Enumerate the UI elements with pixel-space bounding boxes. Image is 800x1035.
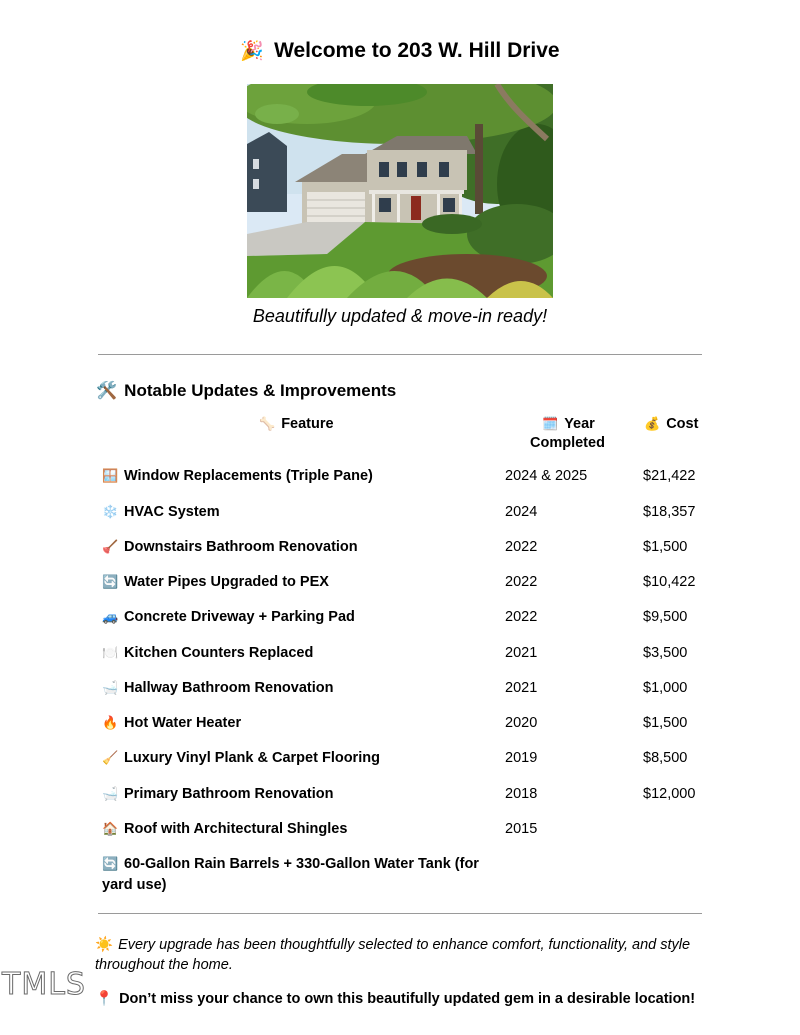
feature-label: Window Replacements (Triple Pane) bbox=[124, 468, 373, 484]
column-header-feature-label: Feature bbox=[281, 416, 334, 432]
snowflake-icon: ❄️ bbox=[102, 505, 119, 520]
divider bbox=[98, 913, 702, 914]
feature-cell bbox=[102, 502, 492, 523]
column-header-year-label-1: Year bbox=[564, 416, 595, 432]
year-cell: 2019 bbox=[505, 750, 538, 766]
table-row bbox=[0, 854, 800, 898]
cost-cell: $10,422 bbox=[643, 574, 696, 590]
updates-heading-text: Notable Updates & Improvements bbox=[124, 381, 397, 400]
bathtub-icon: 🛁 bbox=[102, 787, 119, 802]
pipes-icon: 🔄 bbox=[102, 575, 119, 590]
house-icon: 🏠 bbox=[102, 822, 119, 837]
feature-label: HVAC System bbox=[124, 504, 220, 520]
table-row bbox=[0, 643, 800, 673]
year-cell: 2018 bbox=[505, 786, 538, 802]
feature-cell bbox=[102, 748, 492, 769]
cost-cell: $18,357 bbox=[643, 504, 696, 520]
tools-icon: 🛠️ bbox=[96, 381, 118, 401]
feature-label: Luxury Vinyl Plank & Carpet Flooring bbox=[124, 750, 380, 766]
window-icon: 🪟 bbox=[102, 469, 119, 484]
feature-label: Primary Bathroom Renovation bbox=[124, 786, 334, 802]
page-title-text: Welcome to 203 W. Hill Drive bbox=[274, 39, 560, 62]
feature-label: Roof with Architectural Shingles bbox=[124, 821, 348, 837]
money-bag-icon: 💰 bbox=[644, 417, 661, 432]
sun-icon: ☀️ bbox=[95, 937, 114, 953]
footer-note-text: Every upgrade has been thoughtfully selected to enhance comfort, functionality, and style throughout the home. bbox=[95, 937, 691, 973]
cleaning-icon: 🪠 bbox=[102, 540, 119, 555]
feature-label: Concrete Driveway + Parking Pad bbox=[124, 609, 355, 625]
table-row bbox=[0, 784, 800, 814]
table-row bbox=[0, 502, 800, 532]
party-popper-icon: 🎉 bbox=[240, 40, 265, 62]
feature-cell bbox=[102, 643, 492, 664]
footer-note bbox=[95, 935, 715, 975]
year-cell: 2024 & 2025 bbox=[505, 468, 588, 484]
car-icon: 🚙 bbox=[102, 610, 119, 625]
feature-label: 60-Gallon Rain Barrels + 330-Gallon Water Tank (for yard use) bbox=[102, 856, 479, 893]
cost-cell: $3,500 bbox=[643, 645, 688, 661]
table-row bbox=[0, 713, 800, 743]
year-cell: 2015 bbox=[505, 821, 538, 837]
table-row bbox=[0, 466, 800, 496]
feature-label: Downstairs Bathroom Renovation bbox=[124, 539, 358, 555]
cost-cell: $21,422 bbox=[643, 468, 696, 484]
tagline: Beautifully updated & move-in ready! bbox=[252, 306, 548, 326]
feature-label: Kitchen Counters Replaced bbox=[124, 645, 314, 661]
pin-icon: 📍 bbox=[95, 991, 114, 1007]
cost-cell: $1,500 bbox=[643, 715, 688, 731]
year-cell: 2022 bbox=[505, 539, 538, 555]
cost-cell: $8,500 bbox=[643, 750, 688, 766]
mls-watermark: TMLS bbox=[2, 967, 86, 1002]
year-cell: 2021 bbox=[505, 645, 538, 661]
feature-cell bbox=[102, 537, 492, 558]
feature-cell bbox=[102, 713, 492, 734]
feature-cell bbox=[102, 607, 492, 628]
call-to-action-text: Don’t miss your chance to own this beautifully updated gem in a desirable location! bbox=[119, 991, 696, 1007]
table-row bbox=[0, 819, 800, 849]
broom-icon: 🧹 bbox=[102, 751, 119, 766]
feature-cell bbox=[102, 572, 492, 593]
feature-cell bbox=[102, 678, 492, 699]
bathtub-icon: 🛁 bbox=[102, 681, 119, 696]
kitchen-icon: 🍽️ bbox=[102, 646, 119, 661]
cost-cell: $9,500 bbox=[643, 609, 688, 625]
table-row bbox=[0, 748, 800, 778]
column-header-cost-label: Cost bbox=[666, 416, 699, 432]
year-cell: 2024 bbox=[505, 504, 538, 520]
cost-cell: $12,000 bbox=[643, 786, 696, 802]
fire-icon: 🔥 bbox=[102, 716, 119, 731]
year-cell: 2020 bbox=[505, 715, 538, 731]
feature-cell bbox=[102, 784, 492, 805]
feature-cell bbox=[102, 854, 492, 895]
cost-cell: $1,000 bbox=[643, 680, 688, 696]
recycle-icon: 🔄 bbox=[102, 857, 119, 872]
feature-label: Hot Water Heater bbox=[124, 715, 242, 731]
table-row bbox=[0, 572, 800, 602]
feature-cell bbox=[102, 466, 492, 487]
cost-cell: $1,500 bbox=[643, 539, 688, 555]
call-to-action bbox=[95, 989, 735, 1009]
bone-icon: 🦴 bbox=[259, 417, 276, 432]
column-header-year-label-2: Completed bbox=[530, 435, 605, 451]
table-row bbox=[0, 607, 800, 637]
feature-label: Hallway Bathroom Renovation bbox=[124, 680, 334, 696]
table-row bbox=[0, 537, 800, 567]
year-cell: 2021 bbox=[505, 680, 538, 696]
year-cell: 2022 bbox=[505, 609, 538, 625]
table-row bbox=[0, 678, 800, 708]
feature-cell bbox=[102, 819, 492, 840]
year-cell: 2022 bbox=[505, 574, 538, 590]
feature-label: Water Pipes Upgraded to PEX bbox=[124, 574, 329, 590]
calendar-icon: 🗓️ bbox=[542, 417, 559, 432]
